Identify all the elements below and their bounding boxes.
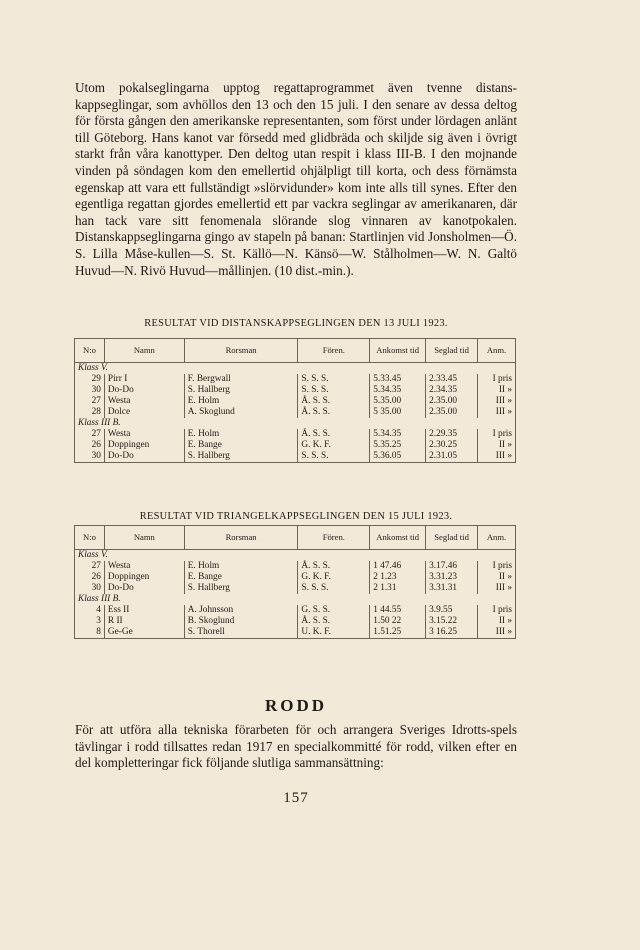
cell-foren: S. S. S.: [298, 451, 370, 463]
table-row: [75, 627, 516, 639]
col-header-nr: N:o: [75, 526, 105, 550]
cell-ankomst: 5.35.25: [370, 440, 426, 451]
col-header-namn: Namn: [104, 339, 184, 363]
table-row: [75, 407, 516, 418]
col-header-foren: Fören.: [298, 526, 370, 550]
class-label: Klass III B.: [75, 594, 516, 605]
cell-namn: R II: [104, 616, 184, 627]
cell-rorsman: F. Bergwall: [184, 374, 298, 385]
table1-caption: RESULTAT VID DISTANSKAPPSEGLINGEN DEN 13 JULI 1923.: [144, 318, 448, 329]
col-header-anm: Anm.: [478, 339, 516, 363]
cell-namn: Westa: [104, 561, 184, 572]
cell-foren: Å. S. S.: [298, 616, 370, 627]
table-row: [75, 396, 516, 407]
cell-rorsman: S. Hallberg: [184, 385, 298, 396]
table-row: [75, 583, 516, 594]
cell-nr: 29: [75, 374, 105, 385]
cell-nr: 30: [75, 583, 105, 594]
cell-namn: Ess II: [104, 605, 184, 616]
table-row: [75, 572, 516, 583]
section-heading-rodd: RODD: [264, 696, 328, 715]
cell-rorsman: E. Holm: [184, 561, 298, 572]
cell-foren: Å. S. S.: [298, 407, 370, 418]
cell-namn: Do-Do: [104, 385, 184, 396]
cell-anm: III »: [478, 627, 516, 639]
page-number: 157: [283, 790, 309, 806]
cell-namn: Do-Do: [104, 451, 184, 463]
cell-anm: II »: [478, 440, 516, 451]
cell-ankomst: 1.50 22: [370, 616, 426, 627]
table-row: [75, 605, 516, 616]
results-table-distance: [74, 338, 516, 463]
cell-seglad: 2.33.45: [426, 374, 478, 385]
col-header-ankomst: Ankomst tid: [370, 339, 426, 363]
cell-seglad: 2.35.00: [426, 396, 478, 407]
table-row: [75, 451, 516, 463]
cell-namn: Doppingen: [104, 440, 184, 451]
rodd-paragraph: För att utföra alla tekniska förarbeten för och arrangera Sveriges Idrotts-spels tävlingar i rodd tillsattes redan 1917 en specialkommitté för rodd, vilken efter en del kompletteringar fick följande slutliga sammansättning:: [75, 722, 517, 771]
cell-seglad: 3.31.31: [426, 583, 478, 594]
cell-nr: 26: [75, 572, 105, 583]
table-header-row: [75, 339, 516, 363]
cell-namn: Westa: [104, 429, 184, 440]
cell-ankomst: 2 1.31: [370, 583, 426, 594]
cell-nr: 30: [75, 385, 105, 396]
cell-anm: I pris: [478, 561, 516, 572]
cell-rorsman: E. Holm: [184, 429, 298, 440]
cell-foren: Å. S. S.: [298, 561, 370, 572]
cell-namn: Pirr I: [104, 374, 184, 385]
cell-ankomst: 5.34.35: [370, 429, 426, 440]
cell-foren: Å. S. S.: [298, 396, 370, 407]
cell-ankomst: 2 1.23: [370, 572, 426, 583]
cell-seglad: 3 16.25: [426, 627, 478, 639]
table-row: [75, 429, 516, 440]
class-row: [75, 363, 516, 375]
col-header-ankomst: Ankomst tid: [370, 526, 426, 550]
cell-rorsman: B. Skoglund: [184, 616, 298, 627]
cell-rorsman: E. Holm: [184, 396, 298, 407]
cell-anm: I pris: [478, 374, 516, 385]
class-label: Klass V.: [75, 550, 516, 562]
cell-anm: I pris: [478, 429, 516, 440]
cell-nr: 26: [75, 440, 105, 451]
cell-foren: S. S. S.: [298, 583, 370, 594]
cell-nr: 8: [75, 627, 105, 639]
col-header-foren: Fören.: [298, 339, 370, 363]
cell-foren: G. S. S.: [298, 605, 370, 616]
cell-ankomst: 5 35.00: [370, 407, 426, 418]
cell-namn: Westa: [104, 396, 184, 407]
cell-foren: U. K. F.: [298, 627, 370, 639]
table-row: [75, 385, 516, 396]
cell-rorsman: E. Bange: [184, 440, 298, 451]
cell-anm: III »: [478, 396, 516, 407]
cell-anm: II »: [478, 616, 516, 627]
table-row: [75, 374, 516, 385]
cell-namn: Do-Do: [104, 583, 184, 594]
cell-rorsman: S. Hallberg: [184, 451, 298, 463]
cell-anm: III »: [478, 451, 516, 463]
cell-anm: II »: [478, 385, 516, 396]
cell-anm: II »: [478, 572, 516, 583]
cell-rorsman: S. Hallberg: [184, 583, 298, 594]
cell-ankomst: 5.33.45: [370, 374, 426, 385]
cell-nr: 4: [75, 605, 105, 616]
cell-anm: III »: [478, 583, 516, 594]
cell-anm: I pris: [478, 605, 516, 616]
cell-namn: Doppingen: [104, 572, 184, 583]
col-header-namn: Namn: [104, 526, 184, 550]
cell-namn: Ge-Ge: [104, 627, 184, 639]
cell-seglad: 2.29.35: [426, 429, 478, 440]
cell-seglad: 2.30.25: [426, 440, 478, 451]
col-header-nr: N:o: [75, 339, 105, 363]
class-row: [75, 594, 516, 605]
cell-seglad: 2.34.35: [426, 385, 478, 396]
class-row: [75, 550, 516, 562]
table-row: [75, 440, 516, 451]
cell-nr: 27: [75, 429, 105, 440]
intro-paragraph: Utom pokalseglingarna upptog regattaprogrammet även tvenne distans-kappseglingar, som avhöllos den 13 och den 15 juli. I den senare av dessa deltog för första gången den amerikanske representanten, som först under lördagen anlänt till Göteborg. Hans kanot var försedd med glidbräda och skiljde sig även i övrigt starkt från våra kanottyper. Den deltog utan respit i klass III-B. I den mojnande vinden på söndagen kom den emellertid ohjälpligt till korta, och dess förnämsta egenskap att vara ett fullständigt »slörvidunder» kom inte alls till synes. Efter den egentliga regattan gjordes emellertid ett par vackra seglingar av amerikanaren, där han tack vare sitt fenomenala slörande slog vinnaren av kanotpokalen. Distanskappseglingarna gingo av stapeln på banan: Startlinjen vid Jonsholmen—Ö. S. Lilla Måse-kullen—S. St. Källö—N. Känsö—W. Stålholmen—W. N. Galtö Huvud—N. Rivö Huvud—mållinjen. (10 dist.-min.).: [75, 80, 517, 278]
col-header-rorsman: Rorsman: [184, 339, 298, 363]
cell-ankomst: 1 44.55: [370, 605, 426, 616]
cell-namn: Dolce: [104, 407, 184, 418]
cell-seglad: 3.15.22: [426, 616, 478, 627]
cell-seglad: 3.9.55: [426, 605, 478, 616]
cell-rorsman: S. Thorell: [184, 627, 298, 639]
cell-rorsman: A. Johnsson: [184, 605, 298, 616]
cell-foren: G. K. F.: [298, 440, 370, 451]
cell-ankomst: 5.36.05: [370, 451, 426, 463]
cell-nr: 28: [75, 407, 105, 418]
cell-foren: S. S. S.: [298, 374, 370, 385]
cell-foren: Å. S. S.: [298, 429, 370, 440]
cell-ankomst: 5.34.35: [370, 385, 426, 396]
cell-foren: G. K. F.: [298, 572, 370, 583]
col-header-seglad: Seglad tid: [426, 339, 478, 363]
cell-rorsman: E. Bange: [184, 572, 298, 583]
col-header-anm: Anm.: [478, 526, 516, 550]
table-header-row: [75, 526, 516, 550]
col-header-seglad: Seglad tid: [426, 526, 478, 550]
cell-seglad: 2.35.00: [426, 407, 478, 418]
class-label: Klass III B.: [75, 418, 516, 429]
cell-nr: 30: [75, 451, 105, 463]
results-table-triangle: [74, 525, 516, 639]
cell-nr: 27: [75, 396, 105, 407]
cell-ankomst: 1.51.25: [370, 627, 426, 639]
table2-caption: RESULTAT VID TRIANGELKAPPSEGLINGEN DEN 15 JULI 1923.: [139, 511, 453, 522]
class-row: [75, 418, 516, 429]
cell-seglad: 2.31.05: [426, 451, 478, 463]
cell-rorsman: A. Skoglund: [184, 407, 298, 418]
table-row: [75, 616, 516, 627]
cell-seglad: 3.31.23: [426, 572, 478, 583]
table-row: [75, 561, 516, 572]
cell-ankomst: 1 47.46: [370, 561, 426, 572]
cell-ankomst: 5.35.00: [370, 396, 426, 407]
cell-seglad: 3.17.46: [426, 561, 478, 572]
cell-foren: S. S. S.: [298, 385, 370, 396]
class-label: Klass V.: [75, 363, 516, 375]
cell-nr: 3: [75, 616, 105, 627]
col-header-rorsman: Rorsman: [184, 526, 298, 550]
cell-anm: III »: [478, 407, 516, 418]
cell-nr: 27: [75, 561, 105, 572]
